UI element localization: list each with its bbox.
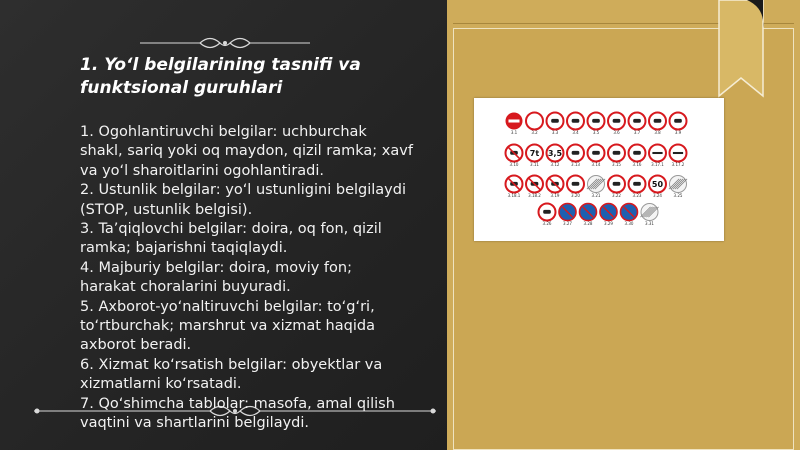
sign-caption: 3.13: [571, 162, 580, 167]
road-sign-icon: [526, 113, 543, 130]
sign-caption: 3.25: [673, 193, 683, 198]
sign-caption: 3.30: [624, 221, 634, 226]
sign-caption: 3.18.1: [507, 193, 521, 198]
ornament-top-divider: [140, 34, 310, 52]
road-sign-icon: [649, 176, 666, 193]
sign-caption: 3.7: [633, 130, 641, 135]
road-sign-icon: [649, 113, 666, 130]
sign-caption: 3.16: [632, 162, 642, 167]
sign-caption: 3.9: [674, 130, 682, 135]
sign-caption: 3.19: [550, 193, 560, 198]
sign-caption: 3.6: [613, 130, 620, 135]
sign-caption: 3.3: [551, 130, 559, 135]
road-sign-icon: [547, 145, 564, 162]
sign-caption: 3.15: [612, 162, 621, 167]
road-sign-icon: [670, 113, 687, 130]
road-sign-icon: [588, 113, 605, 130]
body-line: ramka; bajarishni taqiqlaydi.: [80, 240, 288, 257]
body-line: 4. Majburiy belgilar: doira, moviy fon;: [80, 259, 352, 276]
sign-caption: 3.26: [542, 221, 552, 226]
bookmark-ribbon-icon: [717, 0, 765, 98]
sign-caption: 3.22: [612, 193, 621, 198]
sign-caption: 3.18.2: [528, 193, 541, 198]
sign-caption: 3.12: [550, 162, 560, 167]
sign-caption: 3.24: [653, 193, 662, 198]
road-sign-icon: [587, 176, 605, 193]
road-sign-icon: [588, 145, 605, 162]
road-sign-icon: [547, 113, 564, 130]
sign-caption: 3.17.1: [651, 162, 664, 167]
road-sign-icon: [629, 145, 646, 162]
body-line: 5. Axborot-yo‘naltiruvchi belgilar: to‘g‘ri,: [80, 298, 375, 315]
road-sign-icon: [567, 176, 584, 193]
body-line: to‘rtburchak; marshrut va xizmat haqida: [80, 318, 375, 335]
sign-caption: 3.21: [591, 193, 601, 198]
sign-caption: 3.23: [632, 193, 642, 198]
sign-caption: 3.5: [592, 130, 600, 135]
road-sign-icon: [600, 204, 617, 221]
road-sign-icon: [567, 113, 584, 130]
road-sign-icon: [506, 176, 523, 193]
body-line: 6. Xizmat ko‘rsatish belgilar: obyektlar va: [80, 356, 383, 373]
sign-caption: 3.29: [604, 221, 613, 226]
sign-caption: 3.2: [531, 130, 538, 135]
body-line: shakl, sariq yoki oq maydon, qizil ramka; xavf: [80, 143, 413, 160]
sign-caption: 3.17.2: [671, 162, 685, 167]
sign-caption: 3.1: [510, 130, 518, 135]
road-sign-icon: [629, 176, 646, 193]
road-sign-icon: [539, 204, 556, 221]
sign-caption: 3.10: [509, 162, 519, 167]
sign-caption: 3.11: [530, 162, 539, 167]
sign-text: 7t: [529, 149, 540, 158]
body-line: 7. Qo‘shimcha tablolar: masofa, amal qilish: [80, 395, 395, 412]
road-sign-icon: [608, 145, 625, 162]
sign-caption: 3.28: [583, 221, 593, 226]
sign-text: 50: [651, 180, 664, 189]
slide-title: 1. Yo‘l belgilarining tasnifi va funktsional guruhlari: [80, 55, 361, 98]
road-sign-icon: [649, 145, 666, 162]
signs-grid: [474, 98, 724, 241]
sign-caption: 3.27: [563, 221, 572, 226]
body-line: xizmatlarni ko‘rsatadi.: [80, 376, 242, 393]
road-sign-icon: [670, 145, 687, 162]
body-line: vaqtini va shartlarini belgilaydi.: [80, 415, 310, 432]
road-sign-icon: [567, 145, 584, 162]
body-line: axborot beradi.: [80, 337, 192, 354]
road-sign-icon: [506, 145, 523, 162]
sign-caption: 3.4: [572, 130, 579, 135]
body-line: 2. Ustunlik belgilar: yo‘l ustunligini belgilaydi: [80, 182, 406, 199]
sign-text: 3,5: [547, 149, 563, 158]
sign-caption: 3.31: [645, 221, 654, 226]
sign-caption: 3.8: [654, 130, 661, 135]
sign-caption: 3.20: [571, 193, 580, 198]
body-line: 1. Ogohlantiruvchi belgilar: uchburchak: [80, 124, 367, 140]
road-sign-icon: [669, 176, 687, 193]
body-line: harakat choralarini buyuradi.: [80, 279, 291, 296]
road-sign-icon: [547, 176, 564, 193]
road-sign-icon: [506, 113, 523, 130]
prohibitory-signs-image: [474, 98, 724, 241]
road-sign-icon: [640, 204, 658, 221]
road-sign-icon: [526, 176, 543, 193]
road-sign-icon: [559, 204, 576, 221]
road-sign-icon: [580, 204, 597, 221]
slide-body-text: [80, 123, 430, 434]
body-line: 3. Ta’qiqlovchi belgilar: doira, oq fon, qizil: [80, 221, 382, 238]
road-sign-icon: [629, 113, 646, 130]
road-sign-icon: [526, 145, 543, 162]
body-line: (STOP, ustunlik belgisi).: [80, 201, 253, 218]
body-line: va yo‘l sharoitlarini ogohlantiradi.: [80, 162, 325, 179]
road-sign-icon: [608, 176, 625, 193]
road-sign-icon: [621, 204, 638, 221]
sign-caption: 3.14: [591, 162, 601, 167]
road-sign-icon: [608, 113, 625, 130]
